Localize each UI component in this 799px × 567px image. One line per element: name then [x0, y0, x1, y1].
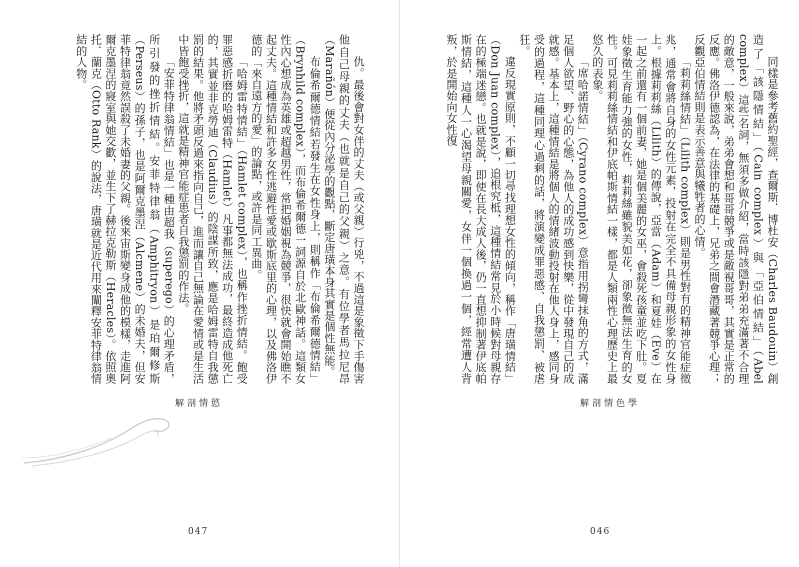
page-number: 046: [590, 527, 611, 537]
right-page-text-column: [439, 34, 779, 384]
paragraph: 違反現實原則，不顧一切尋找理想女性的傾向，稱作「唐璜情結」（Don Juan complex），追根究柢，這種情結常見於小時候對母親存在的極端迷戀。也就是說，即使在長大成人後，仍一直想抑制著伊底帕斯情結，這種人一心渴望母親關愛，女伴一個換過一個，經常遭人背叛，於是開始向女性復: [444, 34, 517, 384]
paragraph: 「席哈諾情結」（Cyrano complex）意指用拐彎抹角的方式，滿足個人欲望、野心的心態，為他人的成功感到快樂，從中發現自己的成就感。基本上，這種情結是將個人的情緒波動投射在他人身上，感同身受的過程，這種同理心過剩的話，將演變成罪惡感、自我懲罰、被虐狂。: [517, 34, 590, 384]
left-page-text-column: [45, 34, 365, 384]
running-title: 解剖情色學: [580, 399, 641, 409]
paragraph: 同樣是參考舊約聖經，查爾斯．博杜安（Charles Baudouin）創造了「該隱情結」（Cain complex）與「亞伯情結」（Abel complex）這些名詞，無須多做介紹，當時該隱對弟弟充滿著不合理的敵意，一般來說，弟弟會想和哥哥競爭或是敵視哥哥，其實是正常的反應。佛洛伊德認為，在法律的基礎上，兄弟之間會潛藏著競爭心理；反觀亞伯情結則是表示善意與犧牲者的心情。: [693, 34, 779, 384]
paragraph: 「哈姆雷特情結」（Hamlet complex），也稱作挫折情結。飽受罪惡感折磨的哈姆雷特（Hamlet）凡事都無法成功，最終造成他死亡的，其實並非克勞迪（Claudius）的陰謀所致，應是哈姆雷特自我懲罰的結果。他將矛頭反過來指向自己，進而讓自己無論在愛情或是生活中皆飽受挫折，這就是精神官能症患者自我懲罰的作法。: [176, 34, 249, 384]
left-page: [0, 0, 399, 567]
paragraph: 布倫希爾德情結若發生在女性身上，則稱作「布倫希爾德情結」（Brynhild complex），而布倫希爾德一詞源自於北歐神話。這類女性內心想成為英雄或超越男性，常把婚姻視為競爭，很快就會開始瞧不起丈夫。這種情結和許多女性逃避性愛或歇斯底里的心理，以及佛洛伊德的「來自遠方的愛」的論點，或許是同工異曲。: [249, 34, 322, 384]
swirl-ornament-icon: [22, 408, 172, 468]
right-page: [400, 0, 799, 567]
page-number: 047: [188, 527, 209, 537]
paragraph: 仇。最後會對女伴的丈夫（或父親）行兇，不過這是象徵下手傷害他自己母親的丈夫（也就是自己的父親）之意。有位學者馬拉尼昂（Marañón）便從內分泌學的觀點，斷定唐璜本身其實是個性無能。: [322, 34, 365, 384]
paragraph: 「安菲特律翁情結」也是一種由超我（superego）的心理矛盾，所引發的挫折情結。安菲特律翁（Amphitryon）是珀爾修斯（Perseus）的孫子，也是阿爾克墨涅（Alcmene）的未婚夫，但安菲特律翁竟然誤殺了未婚妻的父親。後來宙斯變身成他的模樣，走進阿爾克墨涅的寢室與她交歡，並生下了赫拉克勒斯（Heracles）。依照奧托．蘭克（Otto Rank）的說法，唐璜就是近代用來闡釋安菲特律翁情結的人物。: [74, 34, 176, 384]
paragraph: 「莉莉絲情結」（Lilith complex）則是男性對有的精神官能症徵兆，通常會將自身的女性元素，投射在完全不具備母親形象的女性身上。根據莉莉絲（Lilith）的傳說，亞當（Adam）和夏娃（Eve）在一起之前還有一個前妻，她是個美麗的女巫，會殺死孩童並吃下肚。夏娃象徵生育能力強的女性，莉莉絲雖貌美如花，卻象徵無法生育的女性。可見莉莉絲情結和伊底帕斯情結一樣，都是人類兩性心理歷史上最悠久的表象。: [590, 34, 692, 384]
running-title: 解剖情慾: [175, 399, 224, 409]
